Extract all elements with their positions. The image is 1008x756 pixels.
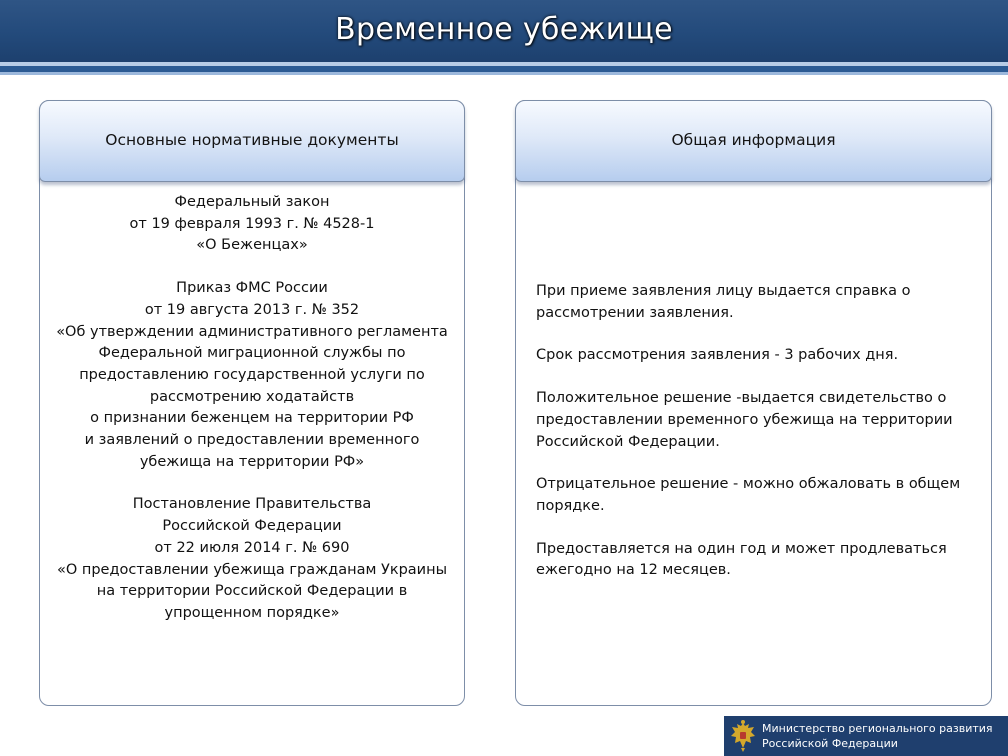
document-line: и заявлений о предоставлении временного: [84, 432, 420, 449]
document-federal-law: [40, 192, 464, 257]
document-line: Приказ ФМС России: [176, 280, 328, 297]
header-bar: [0, 0, 1008, 62]
document-line: от 19 августа 2013 г. № 352: [144, 301, 360, 318]
general-info-panel-header: [515, 100, 992, 182]
coat-of-arms-icon: [728, 719, 758, 753]
general-info-panel: [515, 100, 992, 706]
document-line: рассмотрению ходатайств: [149, 388, 355, 405]
info-item-review-period: Срок рассмотрения заявления - 3 рабочих дня.: [536, 347, 899, 364]
info-item-certificate: При приеме заявления лицу выдается справка о рассмотрении заявления.: [536, 283, 911, 321]
ministry-name: [762, 721, 993, 751]
document-line: «Об утверждении административного регламента: [56, 323, 448, 340]
document-line: Федеральной миграционной службы по: [98, 345, 406, 362]
documents-panel-header: [39, 100, 465, 182]
document-line: от 19 февраля 1993 г. № 4528-1: [129, 215, 375, 232]
document-line: убежища на территории РФ»: [139, 453, 365, 470]
info-item-duration: Предоставляется на один год и может продлеваться ежегодно на 12 месяцев.: [536, 540, 947, 579]
document-line: от 22 июля 2014 г. № 690: [154, 539, 350, 556]
general-info-list: [536, 281, 983, 603]
header-stripe-bottom: [0, 72, 1008, 75]
document-line: о признании беженцем на территории РФ: [90, 410, 414, 427]
documents-panel: [39, 100, 465, 706]
ministry-logo: [724, 716, 1008, 756]
document-line: на территории Российской Федерации в: [96, 583, 408, 600]
ministry-name-line1: Министерство регионального развития: [762, 722, 993, 735]
document-line: «О предоставлении убежища гражданам Украины: [56, 561, 448, 578]
document-line: предоставлению государственной услуги по: [79, 366, 425, 383]
general-info-panel-title: Общая информация: [671, 131, 836, 149]
document-fms-order: [40, 278, 464, 473]
ministry-name-line2: Российской Федерации: [762, 737, 898, 750]
documents-list: [40, 192, 464, 625]
documents-panel-title: Основные нормативные документы: [105, 131, 399, 149]
info-item-positive-decision: Положительное решение -выдается свидетельство о предоставлении временного убежища на территории Российской Федерации.: [536, 390, 953, 450]
page-title: Временное убежище: [335, 12, 673, 47]
info-item-negative-decision: Отрицательное решение - можно обжаловать в общем порядке.: [536, 476, 961, 514]
document-line: упрощенном порядке»: [164, 604, 340, 621]
document-line: Постановление Правительства: [132, 496, 372, 513]
document-line: Федеральный закон: [174, 194, 330, 210]
document-government-decree: [40, 494, 464, 624]
document-line: Российской Федерации: [162, 518, 342, 535]
document-line: «О Беженцах»: [196, 237, 308, 254]
